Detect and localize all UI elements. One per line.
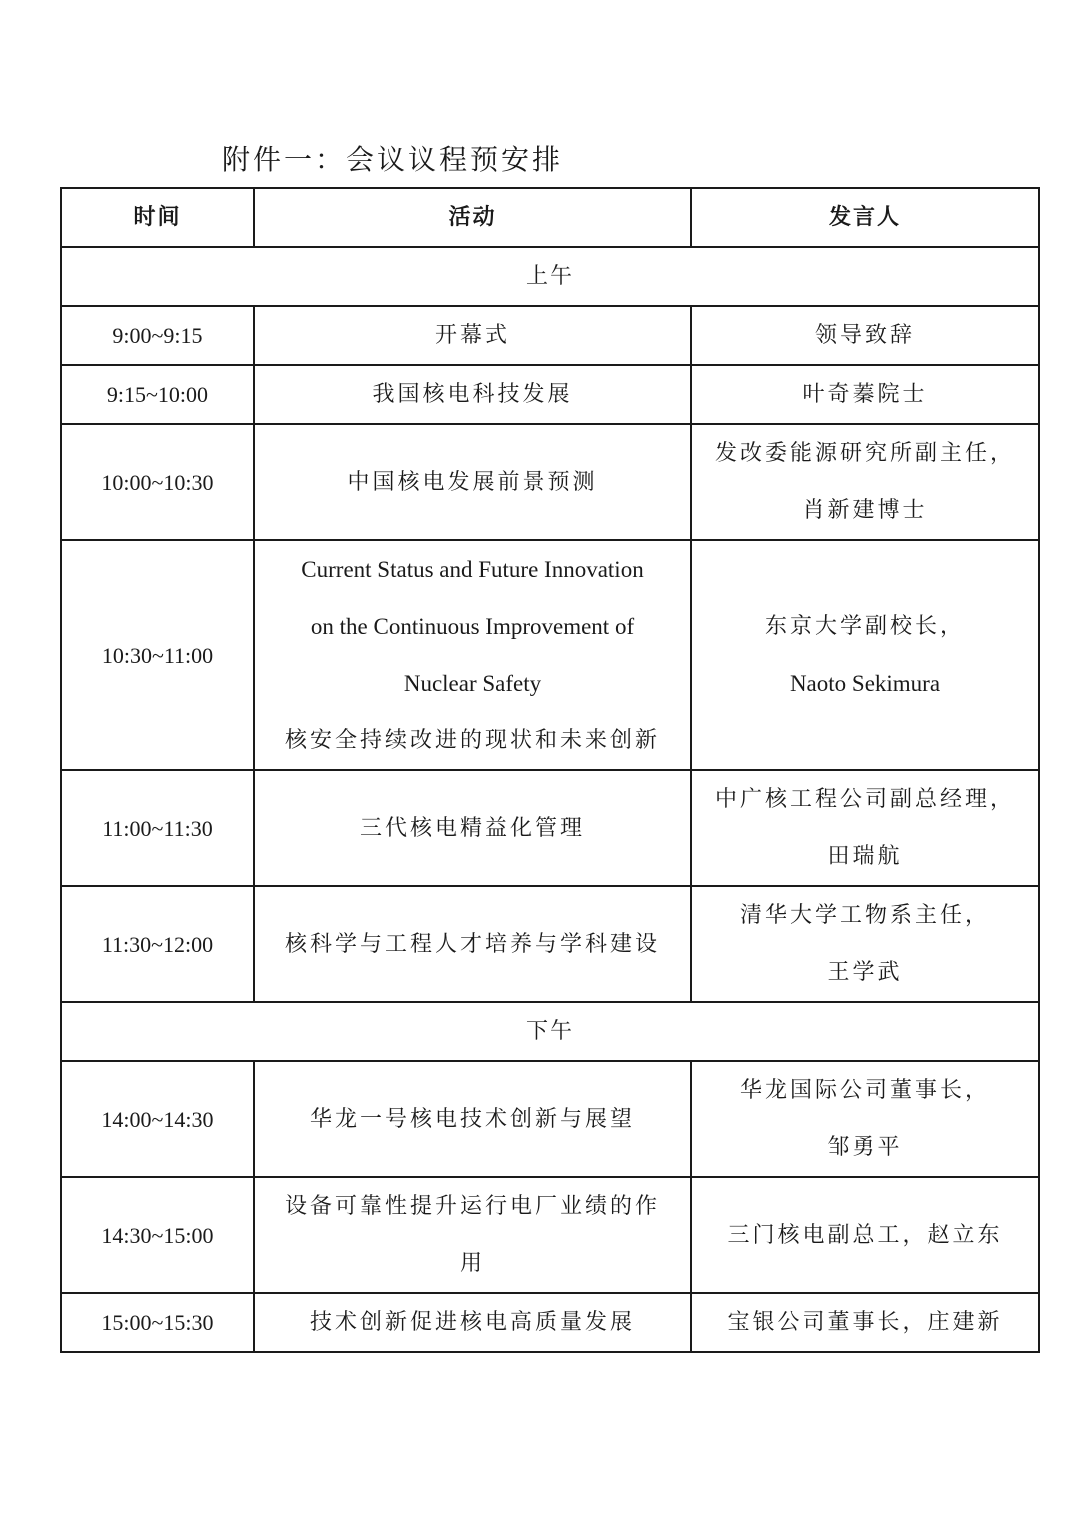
- speaker-cell: [691, 1061, 1039, 1177]
- activity-cell: [254, 1293, 691, 1352]
- agenda-row: [61, 365, 1039, 424]
- speaker-cell: [691, 1177, 1039, 1293]
- speaker-cell: [691, 306, 1039, 365]
- speaker-line: 宝银公司董事长，庄建新: [727, 1310, 1003, 1335]
- agenda-row: [61, 1061, 1039, 1177]
- time-cell: 15:00~15:30: [61, 1293, 254, 1352]
- document-title: 附件一：会议议程预安排: [222, 143, 564, 176]
- speaker-line: 田瑞航: [827, 844, 903, 869]
- activity-cell: [254, 1061, 691, 1177]
- header-row: [61, 188, 1039, 247]
- activity-line: 技术创新促进核电高质量发展: [309, 1310, 635, 1335]
- agenda-row: [61, 1177, 1039, 1293]
- activity-line: Current Status and Future Innovation: [301, 557, 644, 582]
- agenda-row: [61, 306, 1039, 365]
- section-afternoon: 下午: [61, 1002, 1039, 1061]
- agenda-table: [60, 187, 1040, 1353]
- activity-cell: [254, 540, 691, 770]
- speaker-cell: [691, 424, 1039, 540]
- time-cell: 11:30~12:00: [61, 886, 254, 1002]
- time-cell: 10:30~11:00: [61, 540, 254, 770]
- activity-line: 我国核电科技发展: [372, 382, 573, 407]
- speaker-line: 邹勇平: [827, 1135, 903, 1160]
- speaker-line: 华龙国际公司董事长，: [739, 1078, 990, 1103]
- header-activity: 活动: [254, 188, 691, 247]
- time-cell: 9:15~10:00: [61, 365, 254, 424]
- speaker-line: 发改委能源研究所副主任，: [714, 441, 1015, 466]
- activity-cell: [254, 886, 691, 1002]
- header-time: 时间: [61, 188, 254, 247]
- time-cell: 9:00~9:15: [61, 306, 254, 365]
- activity-cell: [254, 306, 691, 365]
- agenda-row: [61, 1293, 1039, 1352]
- speaker-line: 领导致辞: [814, 323, 915, 348]
- activity-line: 设备可靠性提升运行电厂业绩的作: [284, 1194, 660, 1219]
- activity-cell: [254, 365, 691, 424]
- speaker-cell: [691, 886, 1039, 1002]
- section-row-morning: [61, 247, 1039, 306]
- activity-line: 中国核电发展前景预测: [347, 469, 598, 495]
- section-morning: 上午: [61, 247, 1039, 306]
- agenda-body: [61, 247, 1039, 1352]
- speaker-line: 叶奇蓁院士: [802, 382, 928, 407]
- speaker-cell: [691, 1293, 1039, 1352]
- speaker-line: 王学武: [827, 960, 903, 985]
- agenda-row: [61, 770, 1039, 886]
- activity-line: 华龙一号核电技术创新与展望: [309, 1106, 635, 1132]
- activity-line: 开幕式: [434, 323, 510, 348]
- speaker-line: 中广核工程公司副总经理，: [714, 787, 1015, 812]
- speaker-line: 肖新建博士: [802, 498, 928, 523]
- activity-line: 核科学与工程人才培养与学科建设: [284, 931, 660, 957]
- activity-line: 三代核电精益化管理: [359, 815, 585, 841]
- activity-cell: [254, 424, 691, 540]
- activity-cell: [254, 770, 691, 886]
- activity-line: 核安全持续改进的现状和未来创新: [284, 728, 660, 753]
- time-cell: 14:00~14:30: [61, 1061, 254, 1177]
- speaker-cell: [691, 770, 1039, 886]
- time-cell: 10:00~10:30: [61, 424, 254, 540]
- agenda-row: [61, 540, 1039, 770]
- header-speaker: 发言人: [691, 188, 1039, 247]
- speaker-line: Naoto Sekimura: [789, 671, 941, 696]
- speaker-cell: [691, 365, 1039, 424]
- agenda-row: [61, 886, 1039, 1002]
- time-cell: 14:30~15:00: [61, 1177, 254, 1293]
- section-row-afternoon: [61, 1002, 1039, 1061]
- time-cell: 11:00~11:30: [61, 770, 254, 886]
- speaker-cell: [691, 540, 1039, 770]
- agenda-row: [61, 424, 1039, 540]
- activity-line: 用: [459, 1251, 485, 1276]
- activity-line: on the Continuous Improvement of: [310, 614, 635, 639]
- speaker-line: 三门核电副总工，赵立东: [727, 1222, 1003, 1248]
- activity-cell: [254, 1177, 691, 1293]
- speaker-line: 清华大学工物系主任，: [739, 903, 990, 928]
- activity-line: Nuclear Safety: [403, 671, 542, 696]
- speaker-line: 东京大学副校长，: [764, 614, 965, 639]
